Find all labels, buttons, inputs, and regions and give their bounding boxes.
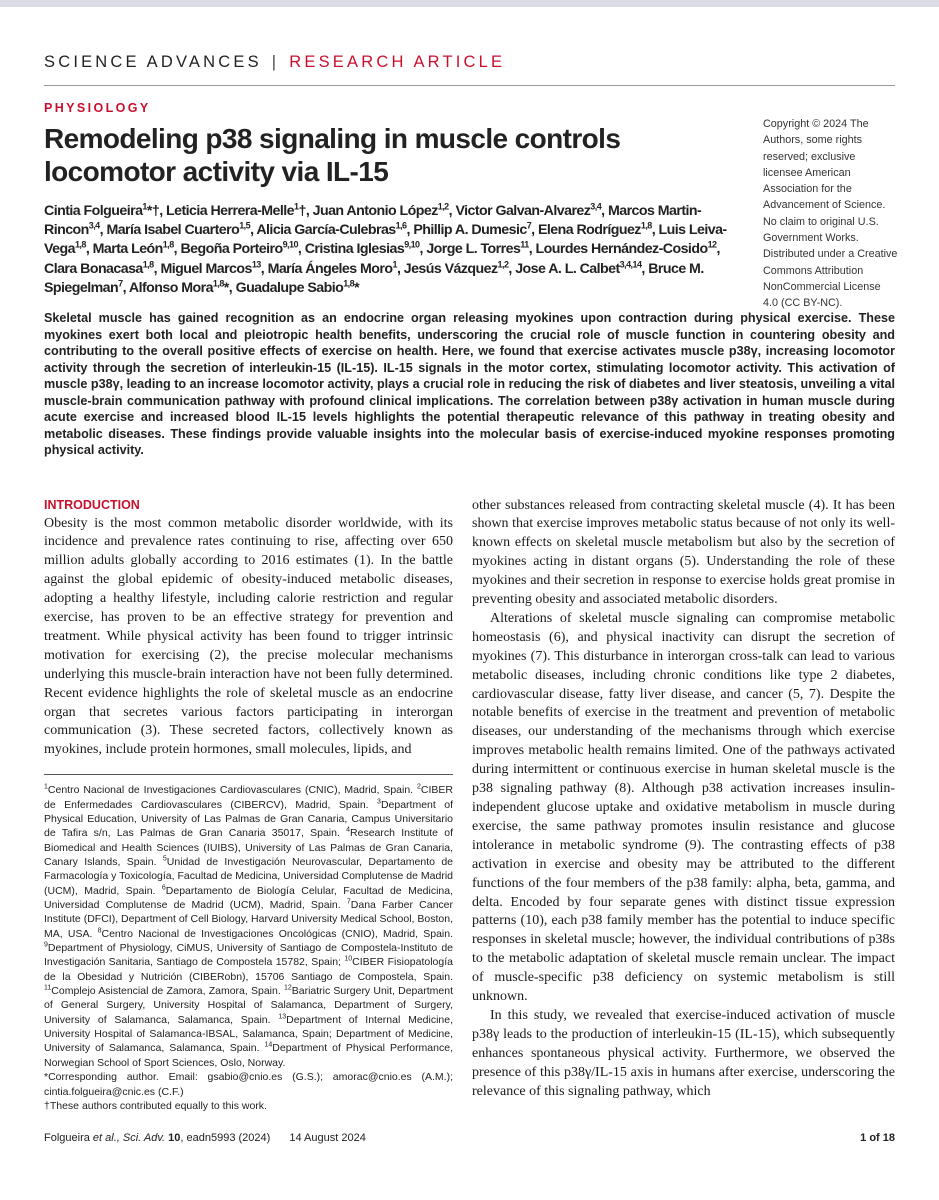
author-affiliation-sup: 1,2 xyxy=(497,258,509,269)
author-affiliation-sup: 3,4 xyxy=(590,201,602,212)
author-mark: * xyxy=(223,279,229,296)
author-affiliation-sup: 3,4 xyxy=(88,220,100,231)
affiliation-number: 1 xyxy=(44,783,48,791)
affiliation-text: Departamento de Biología Celular, Facultad de Medicina, Universidad Complutense de Madrid (UCM), Madrid, Spain. xyxy=(44,884,454,912)
author-name: Jesús Vázquez$^{1,2}$ xyxy=(403,258,509,277)
affiliation-number: 11 xyxy=(44,984,52,992)
author-name: María Isabel Cuartero$^{1,5}$ xyxy=(106,220,251,239)
footer-volume: 10 xyxy=(168,1132,181,1145)
author-affiliation-sup: 1,8 xyxy=(162,239,174,250)
author-affiliation-sup: 9,10 xyxy=(282,239,298,250)
author-affiliation-sup: 1,5 xyxy=(239,220,251,231)
copyright-notice: Copyright © 2024 The Authors, some rights reserved; exclusive licensee American Association for the Advancement of Science. No claim to original U.S. Government Works. Distributed under a Creative Commons Attribution NonCommercial License 4.0 (CC BY-NC). xyxy=(763,118,898,310)
author-name: Marcos Martin-Rincon$^{3,4}$ xyxy=(44,203,702,239)
section-label: PHYSIOLOGY xyxy=(44,101,151,115)
corresponding-author: *Corresponding author. Email: gsabio@cnio.es (G.S.); amorac@cnio.es (A.M.); cintia.folgueira@cnic.es (C.F.) xyxy=(44,1071,453,1098)
author-name: Luis Leiva-Vega$^{1,8}$ xyxy=(44,222,727,258)
article-type: RESEARCH ARTICLE xyxy=(289,53,506,71)
author-affiliation-sup: 1,8 xyxy=(343,278,355,289)
author-name: María Ángeles Moro$^1$ xyxy=(267,258,397,277)
author-name: Victor Galvan-Alvarez$^{3,4}$ xyxy=(455,201,602,219)
author-affiliation-sup: 7 xyxy=(118,278,123,289)
author-list: Cintia Folgueira$^1$*†, Leticia Herrera-Melle$^1$†, Juan Antonio López$^{1,2}$, Victor Galvan-Alvarez$^{3,4}$, Marcos Martin-Rincon$^{3,4}$, María Isabel Cuartero$^{1,5}$, Alicia García-Culebras$^{1,6}$, Phillip A. Dumesic$^7$, Elena Rodríguez$^{1,8}$, Luis Leiva-Vega$^{1,8}$, Marta León$^{1,8}$, Begoña Porteiro$^{9,10}$, Cristina Iglesias$^{9,10}$, Jorge L. Torres$^{11}$, Lourdes Hernández-Cosido$^{12}$, Clara Bonacasa$^{1,8}$, Miguel Marcos$^{13}$, María Ángeles Moro$^1$, Jesús Vázquez$^{1,2}$, Jose A. L. Calbet$^{3,4,14}$, Bruce M. Spiegelman$^7$, Alfonso Mora$^{1,8}$*, Guadalupe Sabio$^{1,8}$* xyxy=(44,201,727,296)
heading-block xyxy=(44,100,749,298)
author-name: Leticia Herrera-Melle$^1$† xyxy=(165,201,306,219)
footer-date: 14 August 2024 xyxy=(289,1132,366,1145)
author-mark: * xyxy=(354,279,360,296)
author-name: Lourdes Hernández-Cosido$^{12}$ xyxy=(535,239,717,258)
author-affiliation-sup: 7 xyxy=(526,220,532,231)
footnotes xyxy=(44,783,453,1113)
affiliation-number: 2 xyxy=(417,783,421,791)
author-affiliation-sup: 1 xyxy=(294,201,299,212)
affiliation-number: 5 xyxy=(162,855,167,863)
author-name: Alfonso Mora$^{1,8}$* xyxy=(128,278,229,296)
affiliation-text: Department of Internal Medicine, University Hospital of Salamanca-IBSAL, Salamanca, Spain; Department of Medicine, University of Salamanca, Salamanca, Spain. xyxy=(44,1013,454,1055)
affiliation-text: Centro Nacional de Investigaciones Oncológicas (CNIO), Madrid, Spain. xyxy=(101,927,454,940)
top-band xyxy=(0,0,939,7)
right-column xyxy=(472,497,895,1102)
journal-name: SCIENCE ADVANCES xyxy=(44,53,262,71)
affiliation-number: 13 xyxy=(278,1013,287,1021)
page xyxy=(0,52,939,1165)
footnote-rule xyxy=(44,774,453,775)
author-name: Jorge L. Torres$^{11}$ xyxy=(426,239,529,258)
author-affiliation-sup: 12 xyxy=(707,239,717,250)
author-mark: *† xyxy=(146,203,160,219)
footer-author: Folgueira xyxy=(44,1132,90,1145)
author-name: Cintia Folgueira$^1$*† xyxy=(44,201,160,219)
affiliation-text: Research Institute of Biomedical and Health Sciences (IUIBS), University of Las Palmas de Gran Canaria, Canary Islands, Spain. xyxy=(44,827,453,869)
author-affiliation-sup: 11 xyxy=(520,239,529,250)
header-separator: | xyxy=(271,53,280,71)
author-name: Bruce M. Spiegelman$^7$ xyxy=(44,260,704,296)
affiliation-number: 8 xyxy=(97,927,102,935)
affiliation-number: 10 xyxy=(344,955,353,963)
body-paragraph: Alterations of skeletal muscle signaling can compromise metabolic homeostasis (6), and physical inactivity can disrupt the secretion of myokines (7). This disturbance in interorgan cross-talk can lead to various metabolic diseases, including chronic conditions like type 2 diabetes, cardiovascular disease, fatty liver disease, and cancer (5, 7). Despite the notable benefits of exercise in the treatment and prevention of metabolic diseases, our understanding of the mechanisms through which exercise improves metabolic health remains limited. One of the pathways activated during intermittent or continuous exercise in human skeletal muscle is the p38 signaling pathway (8). Although p38 activation increases insulin-independent glucose uptake and oxidative metabolism in muscle during exercise, the same pathway promotes insulin resistance and glucose intolerance in metabolic syndrome (9). The contrasting effects of p38 activation in exercise and obesity may be attributed to the different functions of the four members of the p38 family: alpha, beta, gamma, and delta. Encoded by four separate genes with distinct tissue expression patterns (10), each p38 family member has the potential to induce specific responses in skeletal muscle; however, the individual contributions of p38s to the metabolic adaptation of skeletal muscle remain unclear. The impact of muscle-specific p38 deficiency on systemic metabolism is still unknown. xyxy=(472,610,895,1005)
affiliation-text: CIBER Fisiopatología de la Obesidad y Nutrición (CIBERobn), 15706 Santiago de Compostela, Spain. xyxy=(44,956,453,983)
affiliation-number: 12 xyxy=(283,984,292,992)
affiliation-text: Dana Farber Cancer Institute (DFCI), Department of Cell Biology, Harvard University Medical School, Boston, MA, USA. xyxy=(44,899,453,940)
article-title: Remodeling p38 signaling in muscle controls locomotor activity via IL-15 xyxy=(44,123,621,187)
page-footer xyxy=(44,1131,895,1145)
affiliations xyxy=(44,783,453,1070)
equal-contribution-note: †These authors contributed equally to this work. xyxy=(44,1099,267,1112)
affiliation-number: 6 xyxy=(161,884,166,892)
affiliation-text: Department of Physiology, CiMUS, University of Santiago de Compostela-Instituto de Investigación Sanitaria, Santiago de Compostela 15782, Spain; xyxy=(44,942,453,969)
affiliation-text: Centro Nacional de Investigaciones Cardiovasculares (CNIC), Madrid, Spain. xyxy=(47,784,417,797)
body-paragraph: In this study, we revealed that exercise-induced activation of muscle p38γ leads to the production of interleukin-15 (IL-15), which subsequently enhances spontaneous physical activity. Furthermore, we observed the presence of this p38γ/IL-15 axis in humans after exercise, underscoring the relevance of this signaling pathway, which xyxy=(472,1007,895,1099)
header-rule xyxy=(44,85,895,86)
author-affiliation-sup: 1 xyxy=(142,201,147,212)
affiliation-text: CIBER de Enfermedades Cardiovasculares (CIBERCV), Madrid, Spain. xyxy=(44,784,453,811)
affiliation-number: 14 xyxy=(264,1041,273,1049)
author-name: Clara Bonacasa$^{1,8}$ xyxy=(44,258,154,277)
body-paragraph: Obesity is the most common metabolic disorder worldwide, with its incidence and prevalence rates continuing to rise, affecting over 650 million adults globally according to 2016 estimates (1). In the battle against the global epidemic of obesity-induced metabolic diseases, adopting a healthy lifestyle, including calorie restriction and regular exercise, has proven to be an effective strategy for prevention and treatment. While physical activity has been found to trigger intrinsic motivation for exercising (2), the precise molecular mechanisms underlying this muscle-brain interaction have not been fully determined. Recent evidence highlights the role of skeletal muscle as an endocrine organ that secretes various factors participating in interorgan communication (3). These secreted factors, collectively known as myokines, include protein hormones, small molecules, lipids, and xyxy=(44,515,453,758)
author-affiliation-sup: 3,4,14 xyxy=(619,258,642,269)
author-name: Alicia García-Culebras$^{1,6}$ xyxy=(256,220,407,239)
author-affiliation-sup: 13 xyxy=(251,258,261,269)
affiliation-text: Unidad de Investigación Neurovascular, Departamento de Farmacología y Toxicología, Facultad de Medicina, Universidad Complutense de Madrid (UCM), Madrid, Spain. xyxy=(44,856,454,897)
author-name: Jose A. L. Calbet$^{3,4,14}$ xyxy=(515,258,642,277)
author-name: Juan Antonio López$^{1,2}$ xyxy=(312,201,449,219)
author-affiliation-sup: 1,6 xyxy=(395,220,407,231)
author-affiliation-sup: 1 xyxy=(392,258,397,269)
author-affiliation-sup: 1,8 xyxy=(74,239,86,250)
footer-etal: et al., xyxy=(92,1132,120,1145)
affiliation-text: Department of Physical Performance, Norwegian School of Sport Sciences, Oslo, Norway. xyxy=(44,1042,453,1069)
author-name: Cristina Iglesias$^{9,10}$ xyxy=(304,239,420,258)
left-column xyxy=(44,497,453,1114)
author-mark: † xyxy=(298,203,306,219)
author-affiliation-sup: 1,8 xyxy=(212,278,224,289)
author-affiliation-sup: 1,8 xyxy=(142,258,154,269)
affiliation-number: 7 xyxy=(346,898,351,906)
author-name: Phillip A. Dumesic$^7$ xyxy=(413,220,532,239)
author-affiliation-sup: 9,10 xyxy=(404,239,420,250)
front-matter xyxy=(44,100,898,310)
affiliation-number: 4 xyxy=(346,826,351,834)
affiliation-number: 3 xyxy=(377,798,381,806)
affiliation-text: Complejo Asistencial de Zamora, Zamora, Spain. xyxy=(51,985,284,998)
affiliation-text: Department of Physical Education, University of Las Palmas de Gran Canaria, Campus Universitario de Tafira s/n, Las Palmas de Gran Canaria 35017, Spain. xyxy=(44,798,453,840)
body-columns xyxy=(44,497,895,1114)
page-number: 1 of 18 xyxy=(860,1132,895,1145)
abstract: Skeletal muscle has gained recognition as an endocrine organ releasing myokines upon contraction during physical exercise. These myokines exert both local and pleiotropic health benefits, underscoring the crucial role of muscle function in countering obesity and contributing to the overall positive effects of exercise on health. Here, we found that exercise activates muscle p38γ, increasing locomotor activity through the secretion of interleukin-15 (IL-15). IL-15 signals in the motor cortex, stimulating locomotor activity. This activation of muscle p38γ, leading to an increase locomotor activity, plays a crucial role in reducing the risk of diabetes and liver steatosis, unveiling a vital muscle-brain communication pathway with profound clinical implications. The correlation between p38γ activation in human muscle during acute exercise and increased blood IL-15 levels highlights the potential therapeutic relevance of this pathway in treating obesity and metabolic diseases. These findings provide valuable insights into the molecular basis of exercise-induced myokine responses promoting physical activity. xyxy=(44,311,895,458)
author-affiliation-sup: 1,8 xyxy=(640,220,652,231)
author-name: Elena Rodríguez$^{1,8}$ xyxy=(537,220,652,239)
affiliation-number: 9 xyxy=(44,941,48,949)
journal-header xyxy=(44,52,895,72)
introduction-heading: INTRODUCTION xyxy=(44,497,140,512)
footer-article-id: , eadn5993 (2024) xyxy=(180,1132,271,1145)
affiliation-text: Bariatric Surgery Unit, Department of General Surgery, University Hospital of Salamanca, Department of Surgery, University of Salamanca, Salamanca, Spain. xyxy=(44,985,453,1026)
citation-footer xyxy=(44,1131,366,1145)
body-paragraph: other substances released from contracting skeletal muscle (4). It has been shown that exercise improves metabolic status because of not only its well-known effects on skeletal muscle metabolism but also by the secretion of myokines acting in distant organs (5). Understanding the role of these myokines and their secretion in response to exercise holds great promise in preventing obesity and associated metabolic disorders. xyxy=(472,497,895,608)
author-name: Begoña Porteiro$^{9,10}$ xyxy=(180,239,298,258)
author-affiliation-sup: 1,2 xyxy=(437,201,449,212)
author-name: Marta León$^{1,8}$ xyxy=(92,239,174,258)
author-name: Guadalupe Sabio$^{1,8}$* xyxy=(235,278,360,296)
author-name: Miguel Marcos$^{13}$ xyxy=(160,258,261,277)
footer-journal: Sci. Adv. xyxy=(122,1132,166,1145)
